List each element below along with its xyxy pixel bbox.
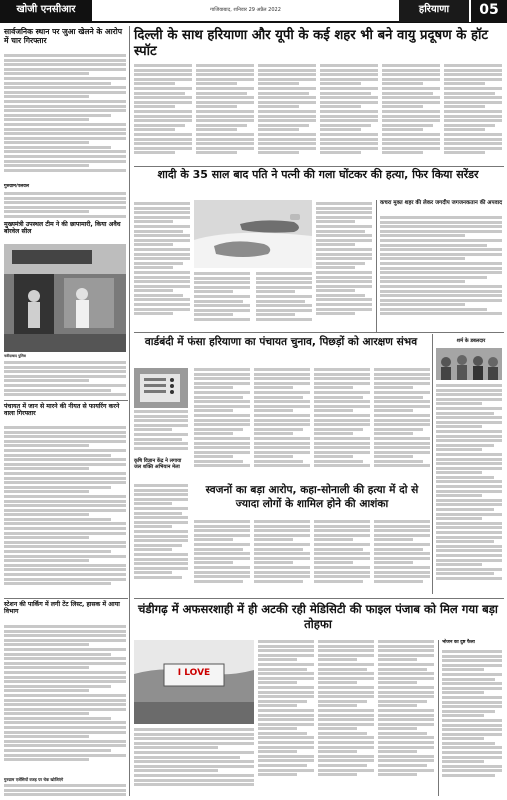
bottom-right-text	[442, 650, 502, 796]
right-box-headline: कचरा मुक्त शहर की लेकर जगदीप जगजनकतान की अपवाद	[380, 200, 503, 206]
family-col-2	[254, 520, 310, 594]
bottom-col-4	[378, 640, 434, 796]
right-column-label: शर्म के डबलदार	[456, 338, 486, 344]
bottom-col-2	[258, 640, 314, 796]
page-number: 05	[469, 0, 507, 22]
bottom-right-subhead: भोजन का दुष्ट फैला	[442, 640, 475, 645]
bottom-col-3	[318, 640, 374, 796]
left-top-text	[4, 54, 126, 182]
murder-col-2	[194, 272, 250, 330]
right-column-text	[436, 384, 502, 594]
family-col-1	[194, 520, 250, 594]
ward-col-3	[254, 368, 310, 480]
ward-col-2	[194, 368, 250, 480]
left-top-subhead: गुरुग्राम/पलवल	[4, 184, 29, 189]
left-top-headline: सार्वजनिक स्थान पर जुआ खेलने के आरोप में चार गिरफ्तार	[4, 27, 123, 45]
murder-headline: शादी के 35 साल बाद पति ने पत्नी की गला घोंटकर की हत्या, फिर किया सरेंडर	[157, 168, 479, 181]
ward-col-4	[314, 368, 370, 480]
ward-headline: वार्डबंदी में फंसा हरियाणा का पंचायत चुनाव, पिछड़ों को आरक्षण संभव	[144, 336, 418, 348]
left-low-text-2	[4, 784, 126, 798]
brand: खोजी एनसीआर	[0, 0, 92, 22]
photo-evm	[134, 368, 188, 408]
photo-sign	[134, 640, 254, 724]
left-photo-caption-headline: मुख्यमंत्री उपस्थल टीम ने की छापामारी, किया अवैध बोरवेल सील	[4, 221, 121, 235]
left-low-headline: स्टेशन की पार्किंग में लगी टेंट लिस्ट, हासक में आया विभाग	[4, 601, 120, 615]
masthead	[0, 0, 507, 23]
right-box-text	[380, 216, 502, 330]
ward-col-5	[374, 368, 430, 480]
lead-col-2	[196, 64, 254, 164]
ward-col-1b	[134, 484, 188, 594]
bottom-headline: चंडीगढ़ में अफसरशाही में ही अटकी रही मेडिसिटी की फाइल पंजाब को मिल गया बड़ा तोहफा	[138, 602, 498, 632]
family-headline: स्वजनों का बड़ा आरोप, कहा-सोनाली की हत्या में दो से ज्यादा लोगों के शामिल होने की आशंका	[205, 484, 419, 510]
left-mid-headline: पंचायत में जान से मारने की नीयत से फायरिंग करने वाला गिरफ्तार	[4, 403, 120, 417]
section-label: हरियाणा	[399, 0, 469, 22]
murder-col-1	[134, 202, 190, 330]
photo-feet	[194, 200, 312, 268]
lead-col-3	[258, 64, 316, 164]
left-photo-text	[4, 361, 126, 399]
left-mid-text	[4, 426, 126, 596]
left-low-subhead: गुरुग्राम एजेंसियों वजह पर चेक खोजिएंगे	[4, 777, 64, 782]
ward-col-1	[134, 410, 188, 456]
date-line: गाजियाबाद, शनिवार 29 अप्रैल 2022	[210, 7, 281, 14]
bottom-photo-text	[134, 728, 254, 796]
lead-col-6	[444, 64, 502, 164]
photo-sign-text: I LOVE	[177, 668, 211, 678]
family-col-3	[314, 520, 370, 594]
family-col-4	[374, 520, 430, 594]
lead-headline: दिल्ली के साथ हरियाणा और यूपी के कई शहर भी बने वायु प्रदूषण के हॉट स्पॉट	[134, 28, 489, 59]
left-photo-caption: फरीदाबाद पुलिस	[4, 354, 26, 358]
photo-crowd	[436, 348, 502, 380]
lead-col-4	[320, 64, 378, 164]
murder-col-4	[316, 202, 372, 330]
photo-shop	[4, 244, 126, 352]
ward-sidebar-headline: कृषि विज्ञान केंद्र ने लगाया जल शक्ति अभियान मेला	[134, 458, 182, 470]
lead-col-1	[134, 64, 192, 164]
murder-col-3	[256, 272, 312, 330]
left-low-text	[4, 625, 126, 775]
left-top-text-2	[4, 192, 126, 220]
lead-col-5	[382, 64, 440, 164]
